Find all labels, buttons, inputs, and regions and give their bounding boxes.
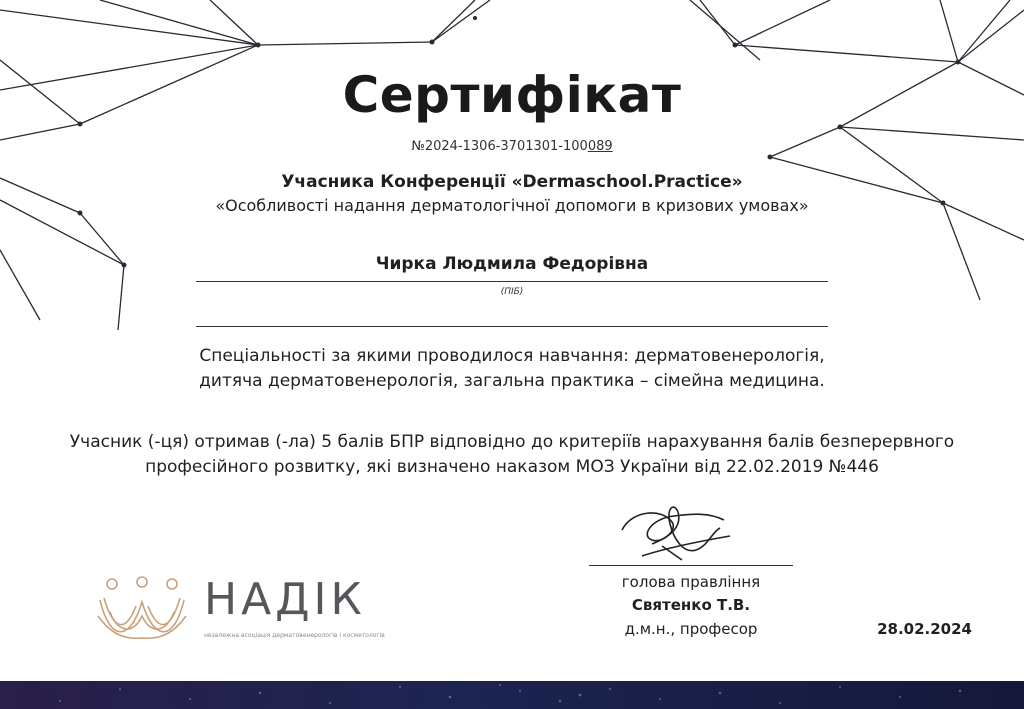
signatory-role: голова правління xyxy=(621,573,761,591)
signatory-name: Святенко Т.В. xyxy=(631,596,751,614)
handwritten-signature xyxy=(612,500,752,570)
nadik-logo xyxy=(96,572,416,642)
event-line-1: Учасника Конференції «Dermaschool.Practice» xyxy=(281,172,743,192)
event-line-2: «Особливості надання дерматологічної допомоги в кризових умовах» xyxy=(215,196,809,215)
logo-figures-icon xyxy=(96,572,188,642)
particle-texture xyxy=(0,681,1024,709)
participant-name: Чирка Людмила Федорівна xyxy=(375,254,649,274)
footer-band xyxy=(0,681,1024,709)
name-caption: (ПІБ) xyxy=(500,287,524,297)
divider-line xyxy=(196,326,828,327)
name-underline xyxy=(196,281,828,282)
certificate-number-suffix: 089 xyxy=(587,139,613,154)
signature-line xyxy=(589,565,793,566)
specialties-line-1: Спеціальності за якими проводилося навчання: дерматовенерологія, xyxy=(199,346,825,366)
logo-wordmark: НАДІК xyxy=(204,574,366,625)
issue-date: 28.02.2024 xyxy=(877,620,972,638)
logo-tagline: незалежна асоціація дерматовенерологів і косметологів xyxy=(204,632,385,639)
certificate-number xyxy=(0,139,1024,154)
credits-line-2: професійного розвитку, які визначено наказом МОЗ України від 22.02.2019 №446 xyxy=(145,457,879,477)
certificate-title: Сертифікат xyxy=(342,66,682,124)
certificate-number-prefix: №2024-1306-3701301-100 xyxy=(411,139,588,154)
credits-line-1: Учасник (-ця) отримав (-ла) 5 балів БПР відповідно до критеріїв нарахування балів безперервного xyxy=(69,432,955,452)
signatory-degree: д.м.н., професор xyxy=(624,620,758,638)
specialties-line-2: дитяча дерматовенерологія, загальна практика – сімейна медицина. xyxy=(199,371,825,391)
